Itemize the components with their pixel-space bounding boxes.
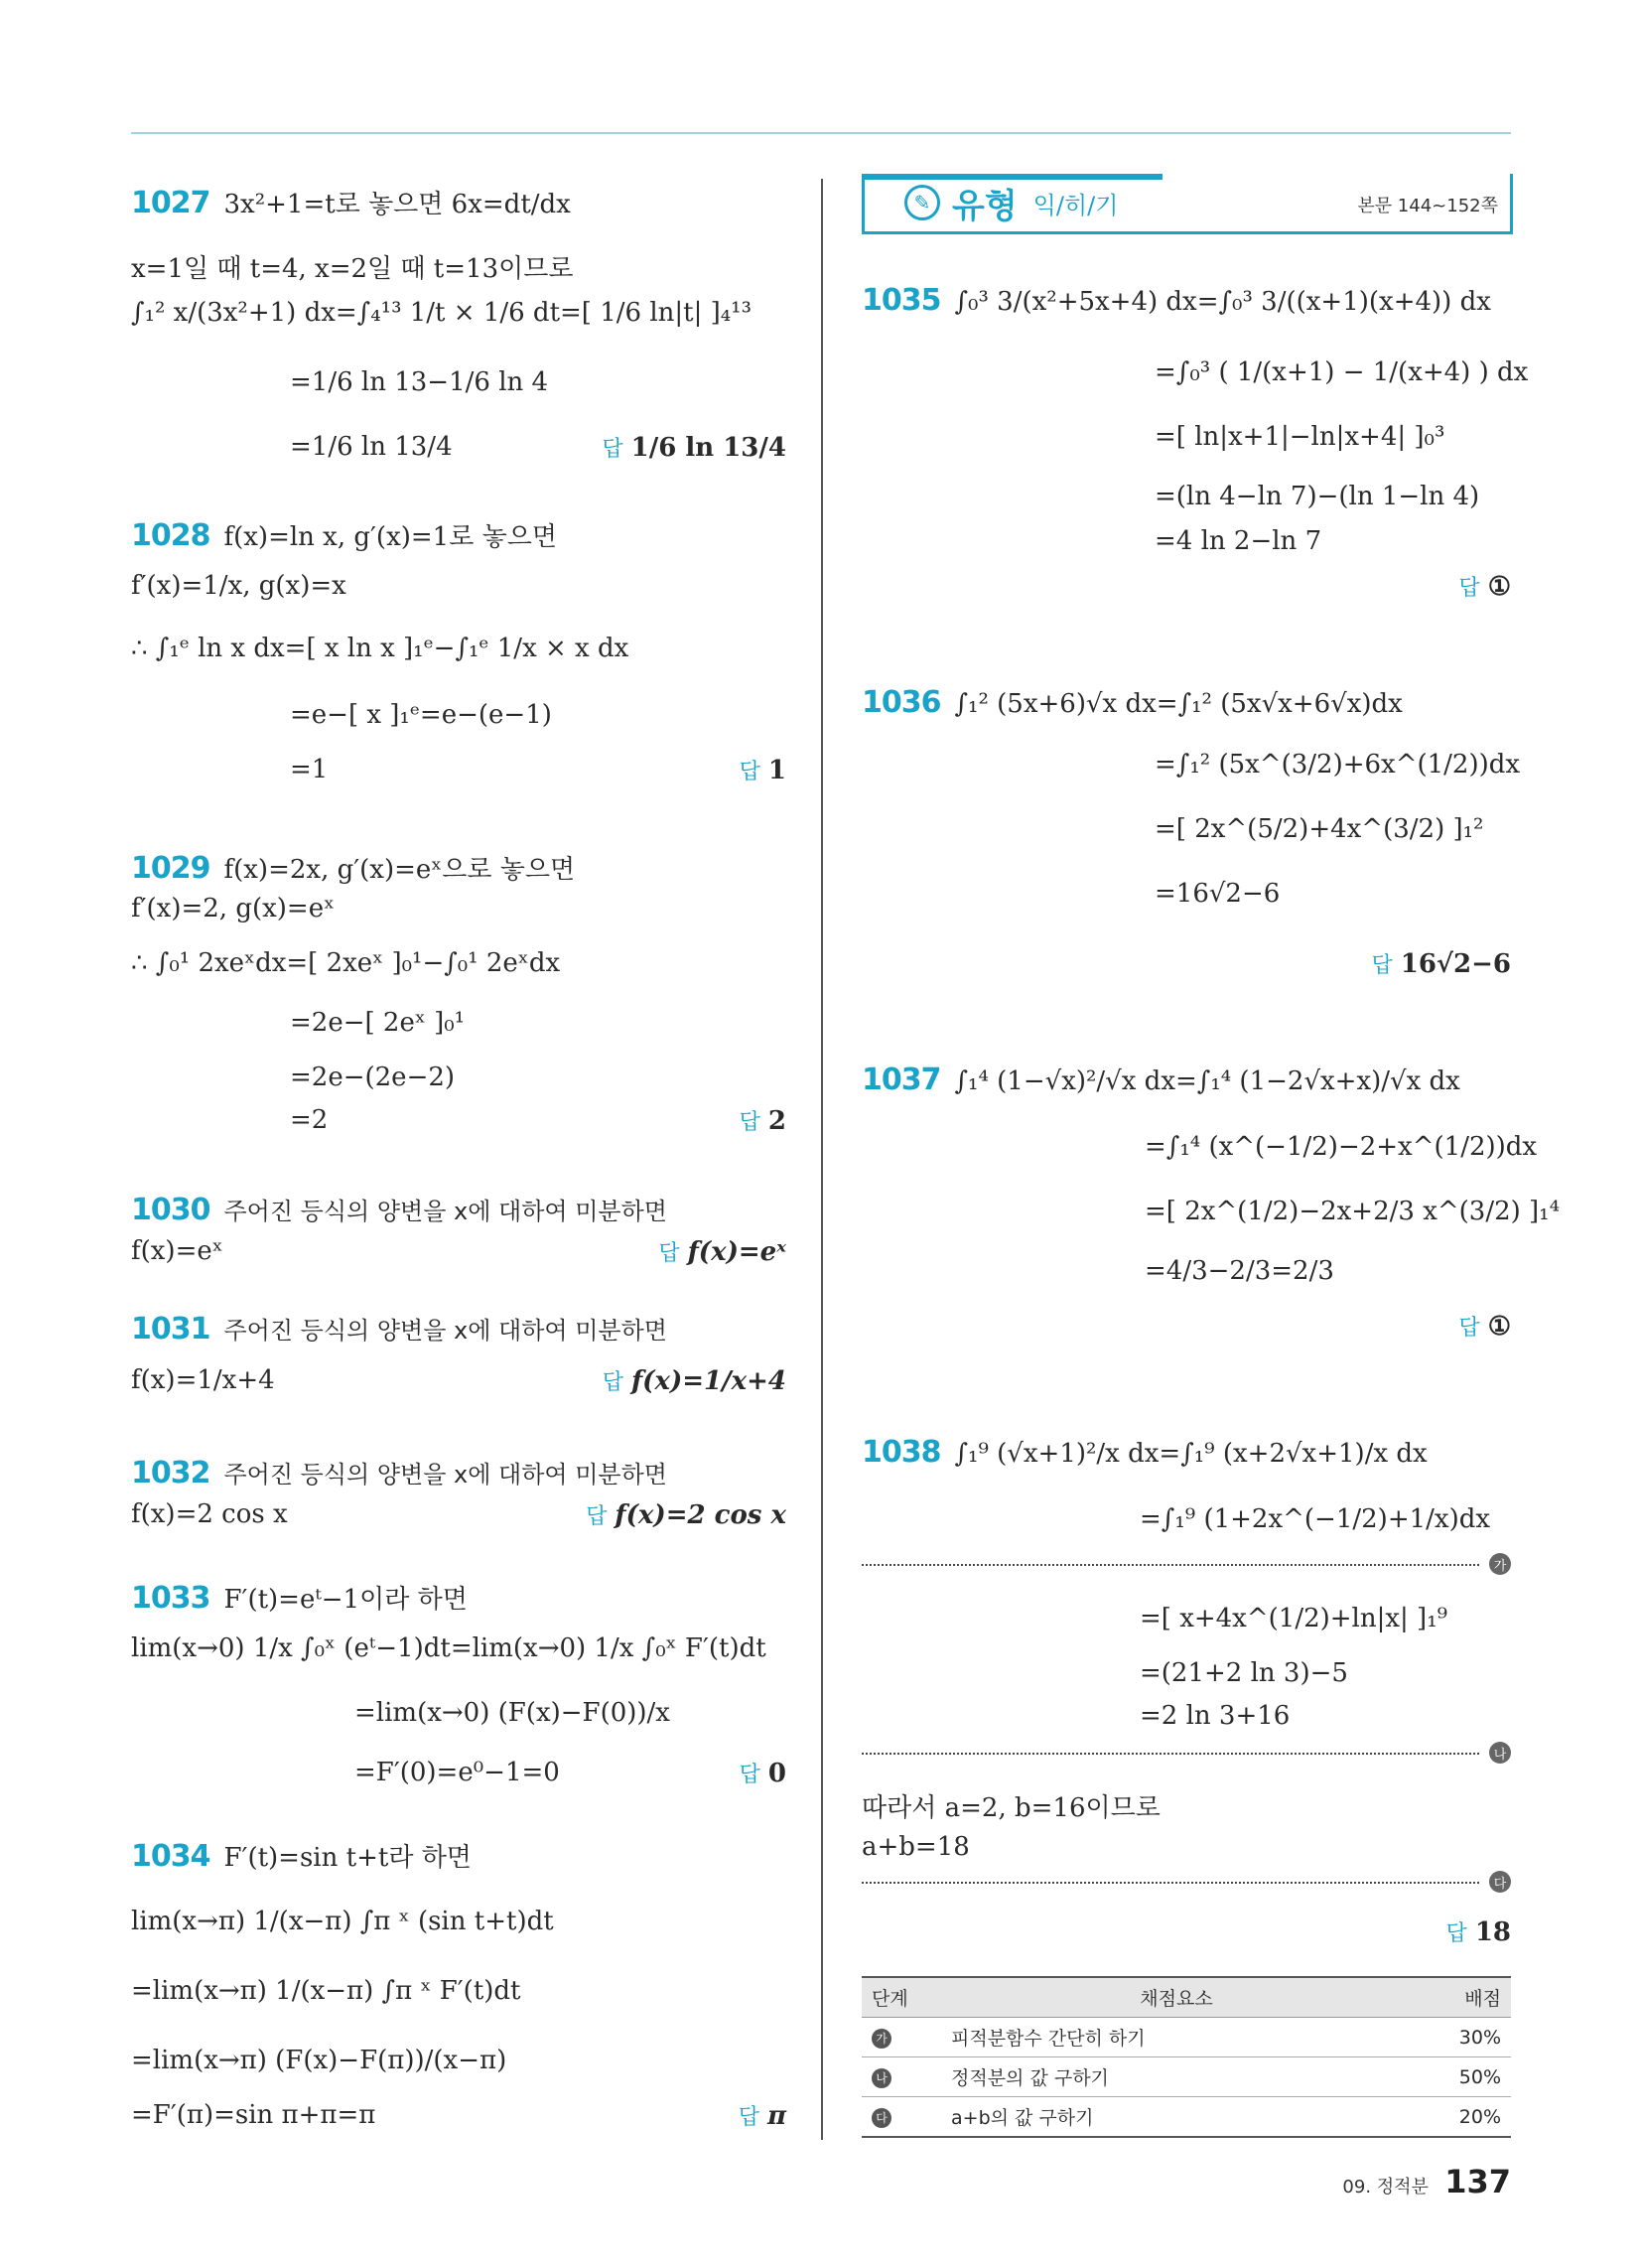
- problem-line: =2 ln 3+16: [1140, 1701, 1291, 1731]
- problem-line: =∫₀³ ( 1/(x+1) − 1/(x+4) ) dx: [1155, 357, 1529, 387]
- step-divider: [862, 1882, 1479, 1884]
- problem-line: f(x)=eˣ: [131, 1236, 223, 1266]
- pencil-icon: ✎: [904, 185, 940, 220]
- answer-value: f(x)=2 cos x: [615, 1500, 786, 1530]
- problem-line: =4 ln 2−ln 7: [1155, 526, 1322, 556]
- answer: [740, 1105, 786, 1136]
- problem-line: F′(t)=eᵗ−1이라 하면: [223, 1585, 468, 1615]
- answer-value: 1: [767, 756, 786, 785]
- problem-line: 주어진 등식의 양변을 x에 대하여 미분하면: [223, 1198, 667, 1225]
- answer: [586, 1499, 786, 1530]
- problem-line: =F′(π)=sin π+π=π: [131, 2100, 376, 2130]
- answer: [739, 2100, 786, 2131]
- problem-line: =[ x+4x^(1/2)+ln|x| ]₁⁹: [1140, 1604, 1448, 1633]
- problem-number: 1032: [131, 1456, 210, 1490]
- problem-line: =1: [290, 755, 329, 784]
- problem-line: a+b=18: [862, 1832, 970, 1862]
- problem-number: 1035: [862, 283, 941, 318]
- section-header: [862, 174, 1513, 234]
- step-marker: 가: [872, 2029, 891, 2049]
- table-row: [862, 2097, 1511, 2138]
- answer: [603, 1365, 786, 1396]
- answer-value: 18: [1474, 1917, 1511, 1947]
- answer: [1371, 948, 1511, 979]
- problem-line: =e−[ x ]₁ᵉ=e−(e−1): [290, 700, 552, 730]
- table-cell: a+b의 값 구하기: [941, 2097, 1412, 2138]
- answer: [1458, 1311, 1511, 1342]
- answer-label: 답: [739, 1110, 760, 1135]
- problem-line: =lim(x→π) 1/(x−π) ∫π ˣ F′(t)dt: [131, 1976, 521, 2006]
- answer: [602, 432, 786, 463]
- page-footer: [1342, 2163, 1511, 2200]
- problem-line: f(x)=ln x, g′(x)=1로 놓으면: [223, 522, 557, 552]
- answer-label: 답: [738, 2105, 759, 2130]
- problem-line: lim(x→π) 1/(x−π) ∫π ˣ (sin t+t)dt: [131, 1907, 554, 1936]
- answer: [1446, 1916, 1511, 1947]
- answer-label: 답: [1445, 1921, 1467, 1946]
- answer-label: 답: [602, 437, 623, 462]
- problem-line: ∫₁⁹ (√x+1)²/x dx=∫₁⁹ (x+2√x+1)/x dx: [954, 1439, 1428, 1469]
- problem-line: =∫₁⁴ (x^(−1/2)−2+x^(1/2))dx: [1145, 1132, 1538, 1162]
- section-subtitle: 익/히/기: [1032, 191, 1119, 219]
- problem-line: f(x)=2x, g′(x)=eˣ으로 놓으면: [223, 855, 576, 885]
- table-cell: 피적분함수 간단히 하기: [941, 2018, 1412, 2057]
- step-divider: [862, 1753, 1479, 1755]
- step-marker: 나: [872, 2068, 891, 2088]
- answer-label: 답: [586, 1504, 608, 1529]
- problem-line: =16√2−6: [1155, 879, 1281, 909]
- table-row: [862, 2018, 1511, 2057]
- answer: [1458, 571, 1511, 602]
- problem-line: =2: [290, 1105, 329, 1135]
- problem-line: ∫₀³ 3/(x²+5x+4) dx=∫₀³ 3/((x+1)(x+4)) dx: [954, 287, 1491, 317]
- problem-line: =2e−[ 2eˣ ]₀¹: [290, 1008, 466, 1038]
- problem-line: =1/6 ln 13/4: [290, 432, 453, 462]
- answer: [658, 1236, 786, 1267]
- table-cell: 20%: [1412, 2097, 1511, 2138]
- answer-value: 2: [767, 1106, 786, 1136]
- table-cell: 30%: [1412, 2018, 1511, 2057]
- chapter-label: 09. 정적분: [1342, 2177, 1429, 2197]
- problem-line: 주어진 등식의 양변을 x에 대하여 미분하면: [223, 1317, 667, 1345]
- step-marker: 다: [872, 2108, 891, 2128]
- answer-label: 답: [1458, 1316, 1480, 1341]
- table-cell: 50%: [1412, 2057, 1511, 2097]
- problem-line: =1/6 ln 13−1/6 ln 4: [290, 367, 549, 397]
- answer-value: 16√2−6: [1400, 949, 1511, 979]
- problem-line: =(21+2 ln 3)−5: [1140, 1658, 1348, 1688]
- problem-line: =∫₁⁹ (1+2x^(−1/2)+1/x)dx: [1140, 1504, 1491, 1534]
- problem-number: 1036: [862, 685, 941, 720]
- problem-line: =2e−(2e−2): [290, 1063, 456, 1092]
- step-marker: 다: [1489, 1871, 1511, 1893]
- problem-line: ∫₁² (5x+6)√x dx=∫₁² (5x√x+6√x)dx: [954, 689, 1403, 719]
- section-title: 유형: [952, 186, 1018, 226]
- answer: [740, 755, 786, 785]
- answer-value: 0: [767, 1759, 786, 1788]
- problem-number: 1029: [131, 851, 210, 886]
- problem-line: x=1일 때 t=4, x=2일 때 t=13이므로: [131, 254, 574, 284]
- problem-line: ∫₁⁴ (1−√x)²/√x dx=∫₁⁴ (1−2√x+x)/√x dx: [954, 1066, 1460, 1096]
- top-rule: [131, 132, 1511, 134]
- answer-value: f(x)=1/x+4: [630, 1366, 786, 1396]
- problem-line: f(x)=1/x+4: [131, 1365, 275, 1395]
- problem-line: 주어진 등식의 양변을 x에 대하여 미분하면: [223, 1461, 667, 1488]
- answer-value: f(x)=eˣ: [687, 1237, 786, 1267]
- problem-line: =∫₁² (5x^(3/2)+6x^(1/2))dx: [1155, 750, 1521, 780]
- answer-label: 답: [1371, 953, 1393, 978]
- answer-value: ①: [1487, 572, 1511, 602]
- problem-line: ∴ ∫₀¹ 2xeˣdx=[ 2xeˣ ]₀¹−∫₀¹ 2eˣdx: [131, 948, 561, 978]
- column-divider: [821, 179, 823, 2140]
- problem-number: 1038: [862, 1435, 941, 1470]
- problem-line: =lim(x→π) (F(x)−F(π))/(x−π): [131, 2046, 507, 2075]
- step-marker: 가: [1489, 1553, 1511, 1575]
- problem-number: 1031: [131, 1312, 210, 1347]
- step-divider: [862, 1564, 1479, 1566]
- problem-line: =(ln 4−ln 7)−(ln 1−ln 4): [1155, 482, 1480, 511]
- problem-line: =F′(0)=e⁰−1=0: [354, 1758, 560, 1787]
- problem-number: 1033: [131, 1581, 210, 1616]
- answer-label: 답: [602, 1370, 623, 1395]
- step-marker: 나: [1489, 1742, 1511, 1764]
- problem-number: 1027: [131, 186, 210, 220]
- table-row: [862, 2057, 1511, 2097]
- problem-line: ∴ ∫₁ᵉ ln x dx=[ x ln x ]₁ᵉ−∫₁ᵉ 1/x × x dx: [131, 634, 629, 663]
- page-number: 137: [1444, 2163, 1511, 2200]
- problem-line: f(x)=2 cos x: [131, 1499, 288, 1529]
- problem-number: 1037: [862, 1063, 941, 1097]
- answer: [740, 1758, 786, 1788]
- answer-value: 1/6 ln 13/4: [630, 433, 786, 463]
- problem-line: =[ 2x^(5/2)+4x^(3/2) ]₁²: [1155, 814, 1484, 844]
- problem-line: =lim(x→0) (F(x)−F(0))/x: [354, 1698, 670, 1728]
- problem-line: f′(x)=1/x, g(x)=x: [131, 571, 346, 601]
- table-cell: 정적분의 값 구하기: [941, 2057, 1412, 2097]
- column-header: 단계: [862, 1977, 941, 2018]
- column-header: 배점: [1412, 1977, 1511, 2018]
- problem-number: 1034: [131, 1839, 210, 1874]
- column-header: 채점요소: [941, 1977, 1412, 2018]
- answer-value: π: [766, 2101, 786, 2131]
- answer-value: ①: [1487, 1312, 1511, 1342]
- problem-line: =[ 2x^(1/2)−2x+2/3 x^(3/2) ]₁⁴: [1145, 1197, 1561, 1226]
- answer-label: 답: [658, 1241, 680, 1266]
- problem-line: f′(x)=2, g(x)=eˣ: [131, 894, 336, 923]
- problem-line: F′(t)=sin t+t라 하면: [223, 1843, 472, 1873]
- problem-number: 1028: [131, 518, 210, 553]
- answer-label: 답: [1458, 576, 1480, 601]
- problem-line: ∫₁² x/(3x²+1) dx=∫₄¹³ 1/t × 1/6 dt=[ 1/6 ln|t| ]₄¹³: [131, 298, 753, 328]
- problem-line: =[ ln|x+1|−ln|x+4| ]₀³: [1155, 422, 1445, 452]
- section-reference: 본문 144~152쪽: [1357, 196, 1498, 216]
- scoring-table: [862, 1976, 1511, 2138]
- problem-number: 1030: [131, 1193, 210, 1227]
- table-header-row: [862, 1977, 1511, 2018]
- answer-label: 답: [739, 760, 760, 784]
- problem-line: 따라서 a=2, b=16이므로: [862, 1793, 1161, 1823]
- problem-line: lim(x→0) 1/x ∫₀ˣ (eᵗ−1)dt=lim(x→0) 1/x ∫₀ˣ F′(t)dt: [131, 1633, 766, 1663]
- answer-label: 답: [739, 1763, 760, 1787]
- problem-line: 3x²+1=t로 놓으면 6x=dt/dx: [223, 190, 571, 219]
- problem-line: =4/3−2/3=2/3: [1145, 1256, 1334, 1286]
